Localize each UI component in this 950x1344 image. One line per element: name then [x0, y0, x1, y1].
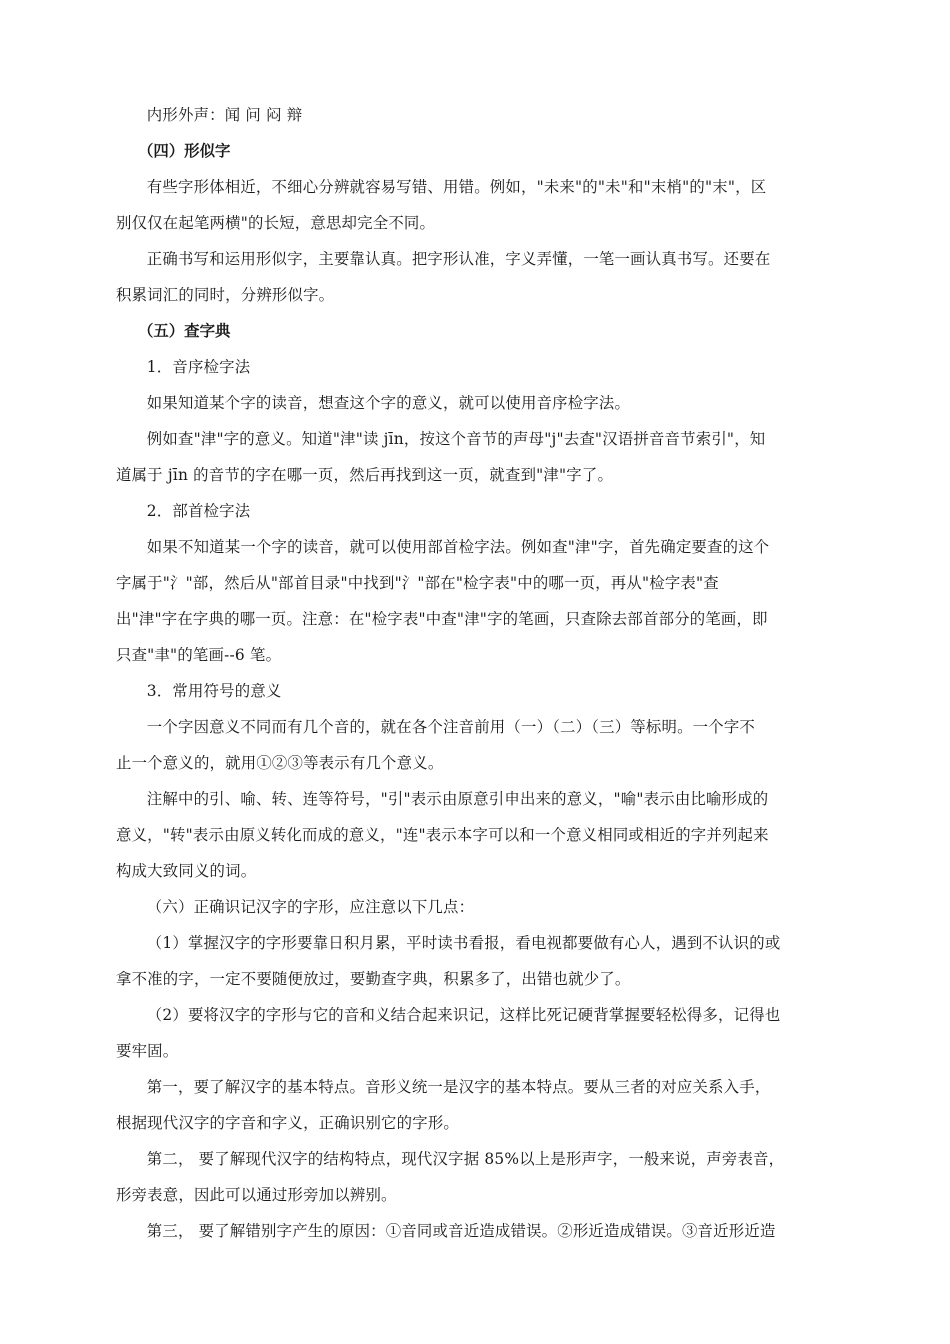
text-line: 别仅仅在起笔两横"的长短，意思却完全不同。 — [116, 214, 436, 232]
paragraph — [116, 1069, 831, 1141]
paragraph — [116, 529, 831, 673]
paragraph — [116, 709, 831, 781]
text-line: （六）正确识记汉字的字形，应注意以下几点： — [146, 898, 475, 916]
text-line: 形旁表意，因此可以通过形旁加以辨别。 — [116, 1186, 397, 1204]
text-line: 第一，要了解汉字的基本特点。音形义统一是汉字的基本特点。要从三者的对应关系入手， — [146, 1078, 771, 1096]
text-line: 构成大致同义的词。 — [116, 862, 257, 880]
text-line: （2）要将汉字的字形与它的音和义结合起来识记，这样比死记硬背掌握要轻松得多，记得也 — [146, 1006, 781, 1024]
text-line: 例如查"津"字的意义。知道"津"读 jīn，按这个音节的声母"j"去查"汉语拼音音节索引"，知 — [146, 430, 766, 448]
text-line: 正确书写和运用形似字，主要靠认真。把字形认准，字义弄懂，一笔一画认真书写。还要在 — [146, 250, 771, 268]
text-line: 3．常用符号的意义 — [146, 682, 282, 700]
paragraph — [116, 349, 831, 385]
text-line: 第三， 要了解错别字产生的原因：①音同或音近造成错误。②形近造成错误。③音近形近造 — [146, 1222, 776, 1240]
text-line: 如果不知道某一个字的读音，就可以使用部首检字法。例如查"津"字，首先确定要查的这个 — [146, 538, 770, 556]
paragraph — [116, 673, 831, 709]
text-line: （四）形似字 — [138, 142, 231, 160]
paragraph — [116, 97, 831, 133]
paragraph — [116, 925, 831, 997]
paragraph — [116, 997, 831, 1069]
text-line: 出"津"字在字典的哪一页。注意：在"检字表"中查"津"字的笔画，只查除去部首部分的笔画，即 — [116, 610, 768, 628]
text-line: 只查"聿"的笔画--6 笔。 — [116, 646, 282, 664]
text-line: 道属于 jīn 的音节的字在哪一页，然后再找到这一页，就查到"津"字了。 — [116, 466, 614, 484]
paragraph — [116, 781, 831, 889]
text-line: 意义，"转"表示由原义转化而成的意义，"连"表示本字可以和一个意义相同或相近的字并列起来 — [116, 826, 769, 844]
paragraph — [116, 421, 831, 493]
text-line: 字属于"氵"部，然后从"部首目录"中找到"氵"部在"检字表"中的哪一页，再从"检字表"查 — [116, 574, 719, 592]
section-heading — [116, 313, 831, 349]
text-line: 积累词汇的同时，分辨形似字。 — [116, 286, 335, 304]
text-line: 拿不准的字，一定不要随便放过，要勤查字典，积累多了，出错也就少了。 — [116, 970, 631, 988]
text-line: （五）查字典 — [138, 322, 231, 340]
paragraph — [116, 1213, 831, 1249]
text-line: 如果知道某个字的读音，想查这个字的意义，就可以使用音序检字法。 — [146, 394, 631, 412]
document-body — [116, 97, 831, 1249]
text-line: 根据现代汉字的字音和字义，正确识别它的字形。 — [116, 1114, 459, 1132]
paragraph — [116, 1141, 831, 1213]
paragraph — [116, 169, 831, 241]
paragraph — [116, 889, 831, 925]
text-line: 1．音序检字法 — [146, 358, 251, 376]
text-line: 2．部首检字法 — [146, 502, 251, 520]
text-line: （1）掌握汉字的字形要靠日积月累，平时读书看报，看电视都要做有心人，遇到不认识的或 — [146, 934, 781, 952]
text-line: 第二， 要了解现代汉字的结构特点，现代汉字据 85%以上是形声字，一般来说，声旁表音， — [146, 1150, 785, 1168]
section-heading — [116, 133, 831, 169]
text-line: 要牢固。 — [116, 1042, 179, 1060]
paragraph — [116, 493, 831, 529]
text-line: 有些字形体相近，不细心分辨就容易写错、用错。例如，"未来"的"未"和"末梢"的"末"，区 — [146, 178, 767, 196]
text-line: 注解中的引、喻、转、连等符号，"引"表示由原意引申出来的意义，"喻"表示由比喻形成的 — [146, 790, 769, 808]
paragraph — [116, 241, 831, 313]
text-line: 止一个意义的，就用①②③等表示有几个意义。 — [116, 754, 444, 772]
text-line: 内形外声：闻 问 闷 辩 — [146, 106, 303, 124]
paragraph — [116, 385, 831, 421]
text-line: 一个字因意义不同而有几个音的，就在各个注音前用（一）（二）（三）等标明。一个字不 — [146, 718, 756, 736]
